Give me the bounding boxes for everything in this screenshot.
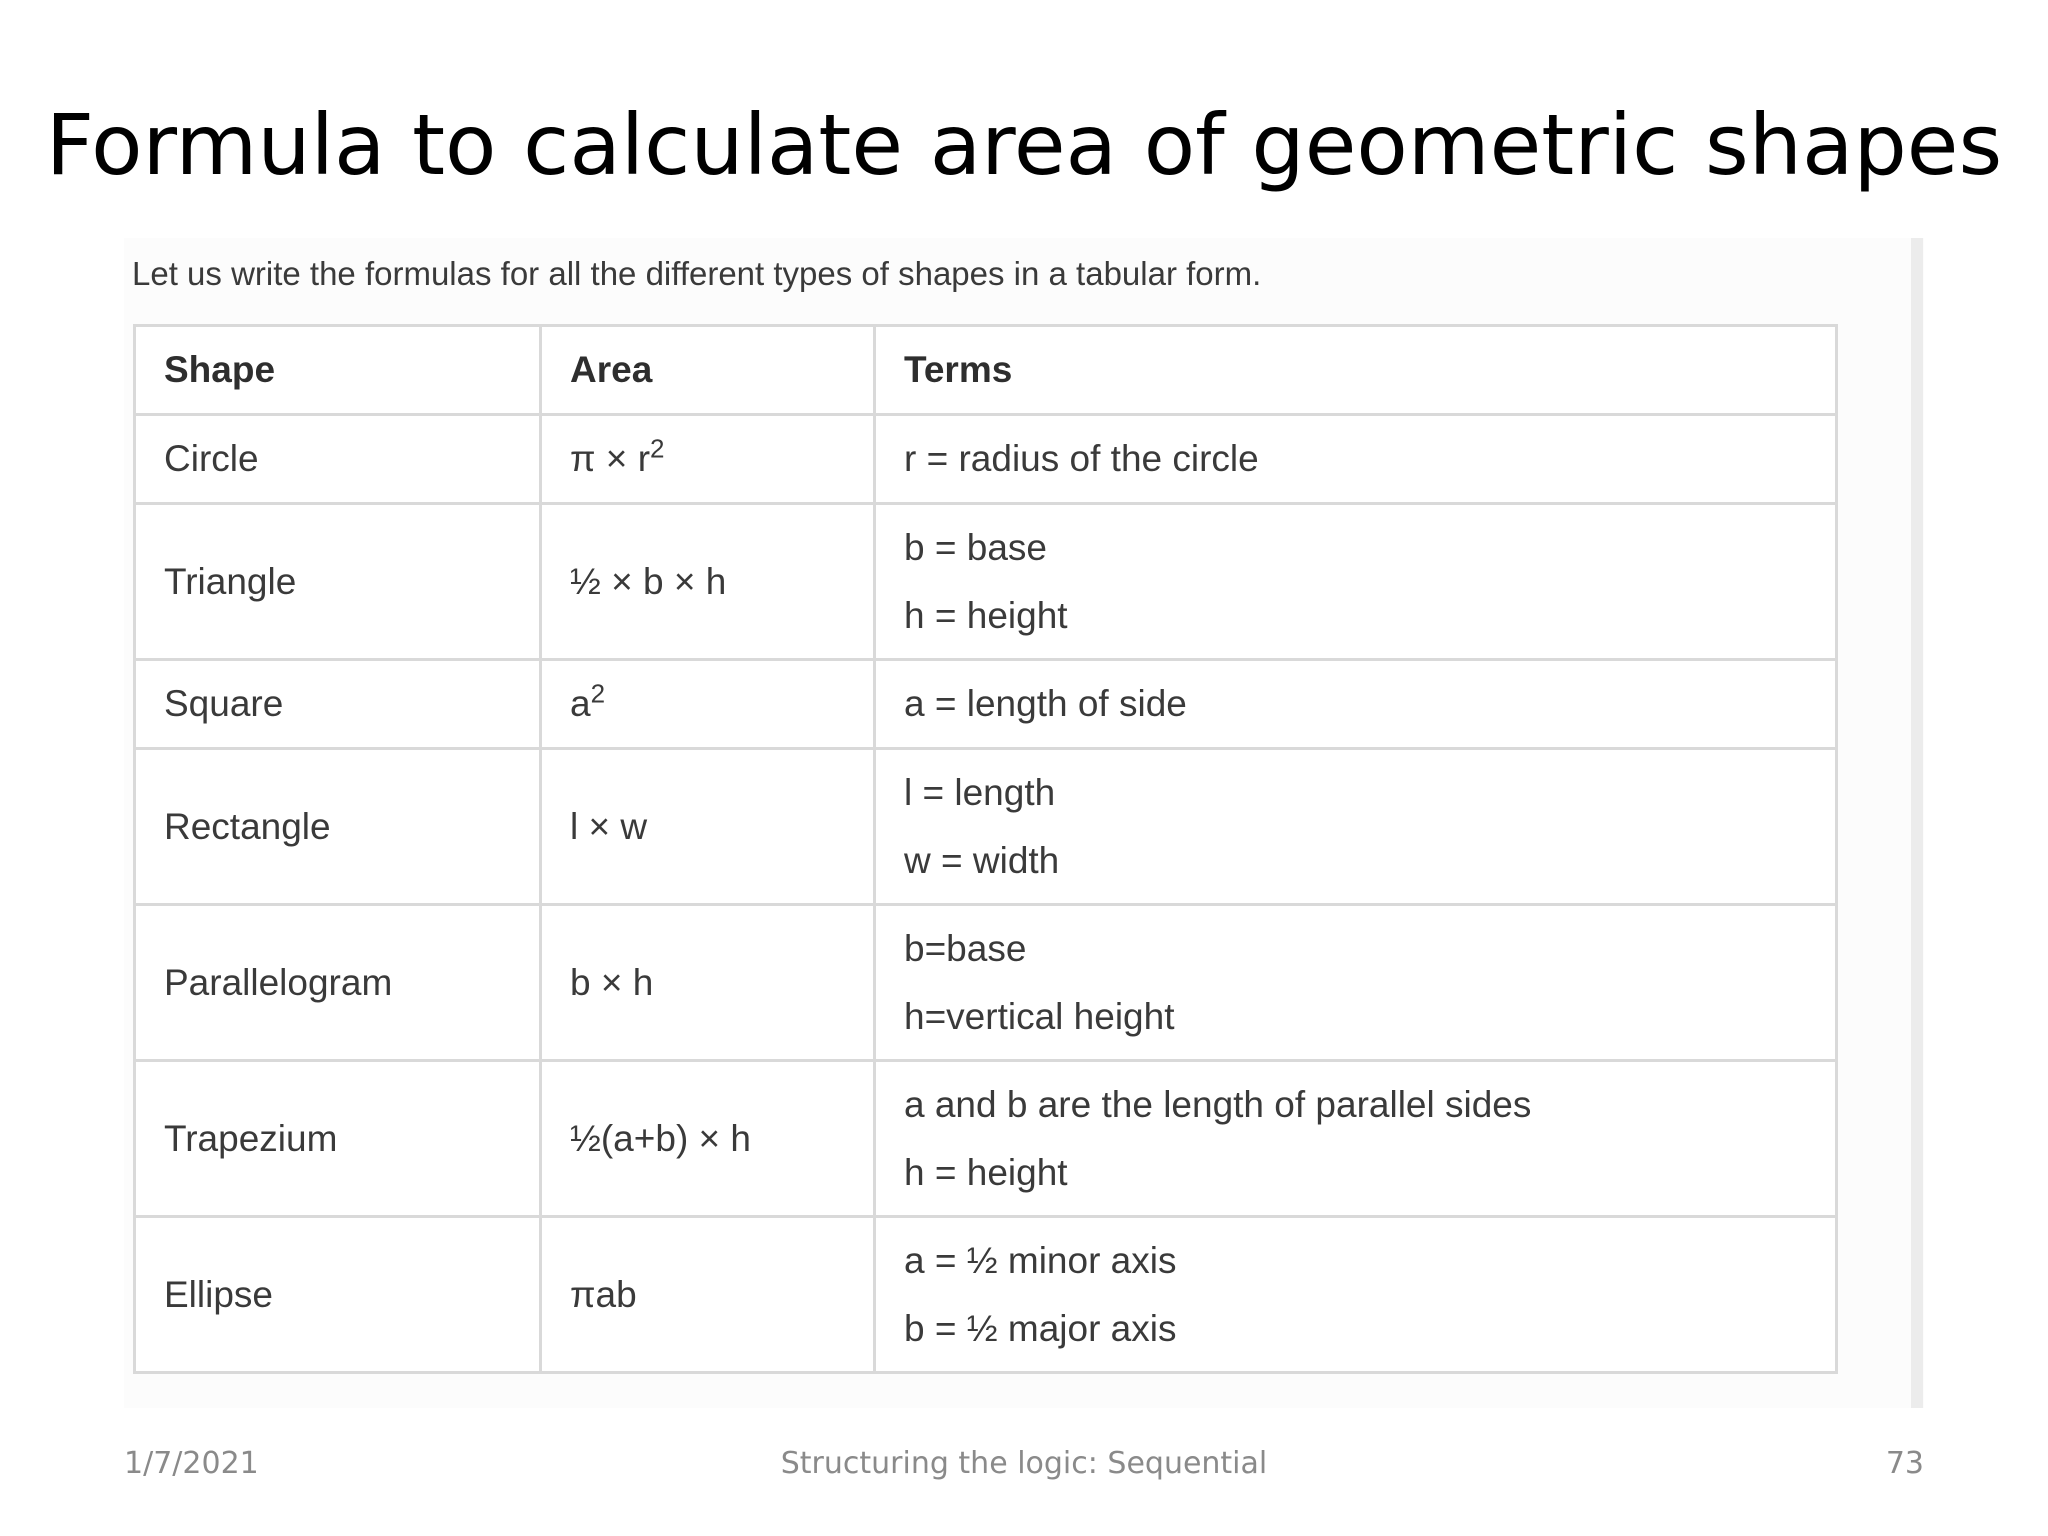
area-formula: πab	[570, 1273, 637, 1315]
shape-cell: Triangle	[135, 504, 541, 660]
term-line: w = width	[904, 839, 1060, 881]
table-row	[135, 905, 1837, 1061]
intro-text: Let us write the formulas for all the different types of shapes in a tabular form.	[132, 255, 1262, 292]
terms-cell	[875, 415, 1837, 504]
scrollbar-track	[1911, 238, 1923, 1408]
terms-cell	[875, 905, 1837, 1061]
area-formula: π × r	[570, 438, 651, 479]
term-line: l = length	[904, 771, 1056, 813]
header-terms: Terms	[875, 326, 1837, 415]
shape-cell: Parallelogram	[135, 905, 541, 1061]
term-line: r = radius of the circle	[904, 438, 1259, 479]
term-line: a = ½ minor axis	[904, 1239, 1177, 1281]
term-line: a and b are the length of parallel sides	[904, 1083, 1532, 1125]
table-row	[135, 415, 1837, 504]
table-row	[135, 1217, 1837, 1373]
shape-cell: Circle	[135, 415, 541, 504]
shape-cell: Square	[135, 660, 541, 749]
terms-cell	[875, 660, 1837, 749]
term-line: h=vertical height	[904, 995, 1175, 1037]
header-shape: Shape	[135, 326, 541, 415]
table-header-row	[135, 326, 1837, 415]
area-formula: ½ × b × h	[570, 560, 727, 602]
terms-cell	[875, 1061, 1837, 1217]
term-line: h = height	[904, 594, 1068, 636]
area-exponent: 2	[590, 678, 606, 709]
terms-cell	[875, 1217, 1837, 1373]
terms-cell	[875, 504, 1837, 660]
term-line: b = base	[904, 526, 1047, 568]
area-cell	[541, 1217, 875, 1373]
area-formula: b × h	[570, 961, 654, 1003]
area-formula: ½(a+b) × h	[570, 1117, 752, 1159]
shape-cell: Trapezium	[135, 1061, 541, 1217]
footer-page-number: 73	[1885, 1446, 1924, 1481]
footer-date: 1/7/2021	[124, 1446, 259, 1481]
term-line: h = height	[904, 1151, 1068, 1193]
header-area: Area	[541, 326, 875, 415]
table-row	[135, 504, 1837, 660]
terms-cell	[875, 749, 1837, 905]
area-formula: l × w	[570, 805, 648, 847]
area-formula-table	[133, 324, 1838, 1374]
area-formula: a	[570, 683, 591, 724]
area-exponent: 2	[650, 433, 665, 464]
area-cell	[541, 660, 875, 749]
area-cell	[541, 749, 875, 905]
slide-title: Formula to calculate area of geometric shapes	[45, 96, 2003, 194]
shape-cell: Rectangle	[135, 749, 541, 905]
footer-title: Structuring the logic: Sequential	[780, 1446, 1268, 1481]
area-cell	[541, 905, 875, 1061]
table-body	[135, 415, 1837, 1373]
term-line: a = length of side	[904, 683, 1187, 724]
area-cell	[541, 415, 875, 504]
table-row	[135, 660, 1837, 749]
shape-cell: Ellipse	[135, 1217, 541, 1373]
term-line: b=base	[904, 927, 1027, 969]
area-cell	[541, 504, 875, 660]
table-row	[135, 1061, 1837, 1217]
area-cell	[541, 1061, 875, 1217]
term-line: b = ½ major axis	[904, 1307, 1177, 1349]
table-row	[135, 749, 1837, 905]
